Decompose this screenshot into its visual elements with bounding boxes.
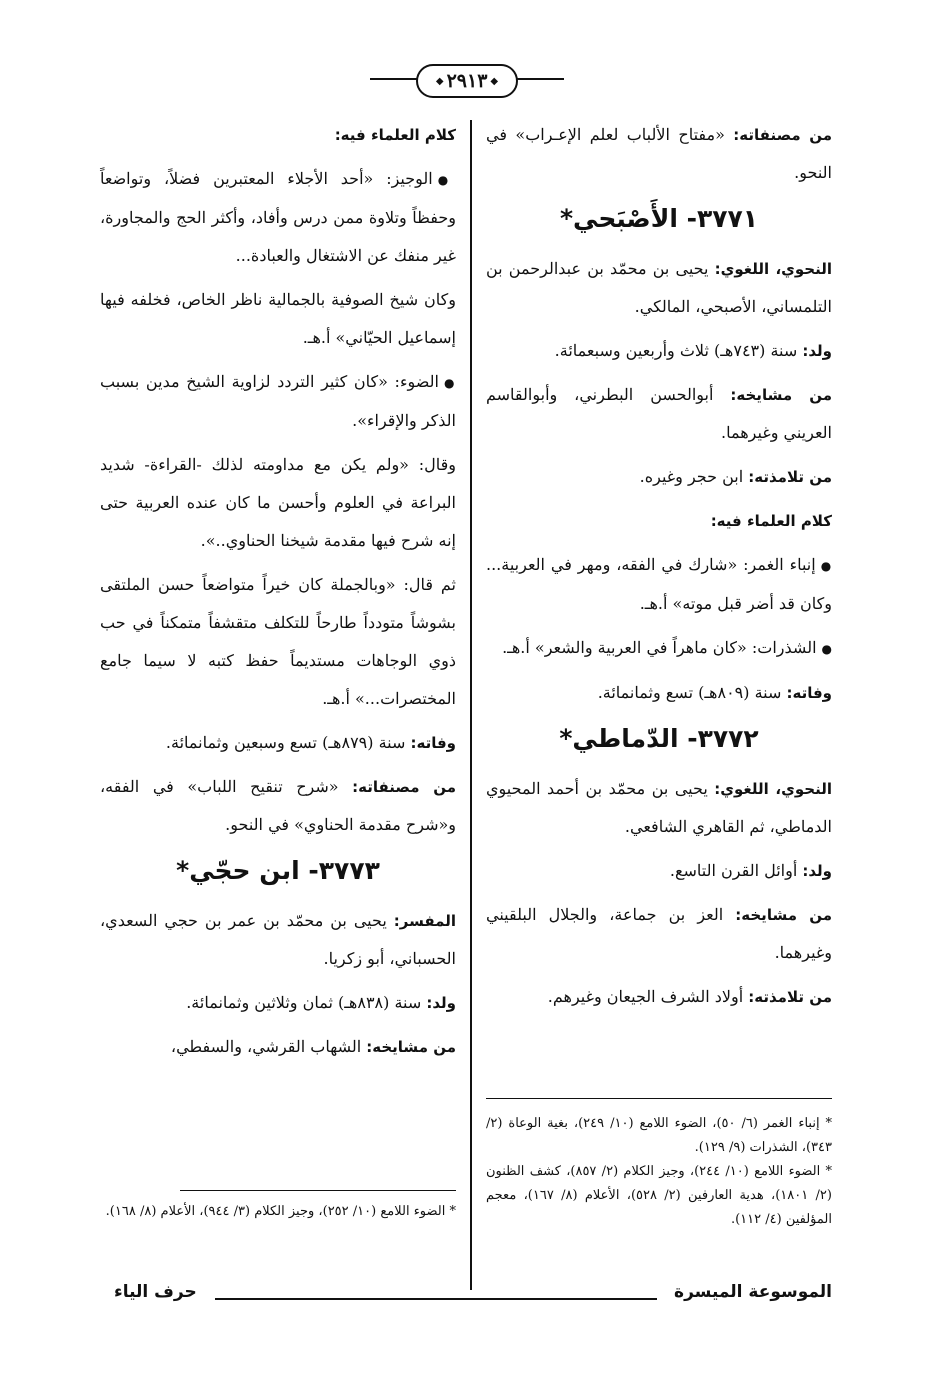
label: من مصنفاته: (733, 126, 832, 144)
entry-title-text: ٣٧٧١- الأَصْبَحي (573, 204, 759, 233)
section-heading: كلام العلماء فيه: (334, 126, 456, 144)
label: ولد: (426, 994, 456, 1012)
label: النحوي، اللغوي: (714, 260, 832, 278)
page-number: ٢٩١٣ (446, 70, 488, 92)
right-footnotes (486, 1112, 832, 1232)
section-heading: كلام العلماء فيه: (710, 512, 832, 530)
entry-death (486, 674, 832, 712)
entry-students (486, 458, 832, 496)
bullet-icon: ● (443, 376, 456, 390)
text: أولاد الشرف الجيعان وغيرهم. (547, 987, 749, 1006)
footer-section-title: حرف الياء (114, 1282, 197, 1302)
text: أوائل القرن التاسع. (669, 861, 803, 880)
entry-born (486, 852, 832, 890)
header-rule-left (370, 78, 418, 80)
entry-born (100, 984, 456, 1022)
page-footer (0, 1282, 932, 1312)
quote (486, 629, 832, 668)
text: الشهاب القرشي، والسفطي، (170, 1037, 367, 1056)
left-column (100, 116, 456, 1072)
label: وفاته: (410, 734, 456, 752)
page-header (0, 64, 932, 104)
text: ابن حجر وغيره. (639, 467, 749, 486)
text: يحيى بن محمّد بن أحمد المحيوي الدماطي، ثم القاهري الشافعي. (486, 779, 832, 836)
entry-works (100, 768, 456, 844)
entry-shuyukh (486, 376, 832, 452)
footnote-marker: * (559, 724, 573, 753)
entry-students (486, 978, 832, 1016)
text: العز بن جماعة، والجلال البلقيني وغيرهما. (486, 905, 832, 962)
bullet-icon: ● (437, 173, 456, 187)
label: من تلامذته: (748, 468, 832, 486)
text: سنة (٨٧٩هـ) تسع وسبعين وثمانمائة. (165, 733, 411, 752)
bullet-icon: ● (821, 642, 832, 656)
ornament-dot-icon: ◆ (435, 76, 444, 87)
text: يحيى بن محمّد بن عمر بن حجي السعدي، الحسباني، أبو زكريا. (100, 911, 456, 968)
text: «شرح تنقيح اللباب» في الفقه، و«شرح مقدمة الحناوي» في النحو. (100, 777, 456, 834)
header-rule-right (516, 78, 564, 80)
label: من مشايخه: (735, 906, 833, 924)
paragraph: وقال: «ولم يكن مع مداومته لذلك -القراءة- شديد البراعة في العلوم وأحسن ما كان عنده العربية حتى إنه شرح فيها مقدمة شيخنا الحناوي..». (100, 455, 456, 550)
quote (486, 546, 832, 623)
entry-title (100, 850, 456, 892)
text: الشذرات: «كان ماهراً في العربية والشعر» أ.هـ. (502, 638, 817, 657)
text: «مفتاح الألباب لعلم الإعـراب» في النحو. (486, 125, 832, 182)
paragraph: وكان شيخ الصوفية بالجمالية ناظر الخاص، فخلفه فيها إسماعيل الحيّاني» أ.هـ. (100, 290, 456, 347)
page-number-badge (416, 64, 518, 98)
footnote: * الضوء اللامع (١٠/ ٢٤٤)، وجيز الكلام (٢/ ٨٥٧)، كشف الظنون (٢/ ١٨٠١)، هدية العارفين (٢/ ٥٢٨)، الأعلام (٨/ ١٦٧)، معجم المؤلفين (٤/ ١١٢). (486, 1164, 833, 1227)
text: أبوالحسن البطرني، وأبوالقاسم العريني وغيرهما. (486, 385, 832, 442)
quote (100, 363, 456, 440)
bullet-icon: ● (820, 559, 832, 573)
entry-name (486, 770, 832, 846)
left-footnotes (100, 1200, 456, 1224)
quote (100, 160, 456, 275)
text: سنة (٧٤٣هـ) ثلاث وأربعين وسبعمائة. (554, 341, 803, 360)
label: النحوي، اللغوي: (714, 780, 832, 798)
ornament-dot-icon: ◆ (490, 76, 499, 87)
label: من مشايخه: (366, 1038, 456, 1056)
entry-name (100, 902, 456, 978)
text: الضوء: «كان كثير التردد لزاوية الشيخ مدين بسبب الذكر والإقراء». (100, 372, 456, 430)
footnote: * إنباء الغمر (٦/ ٥٠)، الضوء اللامع (١٠/ ٢٤٩)، بغية الوعاة (٢/ ٣٤٣)، الشذرات (٩/ ١٢٩). (486, 1116, 833, 1155)
label: وفاته: (786, 684, 832, 702)
text: الوجيز: «أحد الأجلاء المعتبرين فضلاً، وتواضعاً وحفظاً وتلاوة ممن درس وأفاد، وأكثر الحج والمجاورة، غير منفك عن الاشتغال والعبادة... (100, 169, 456, 265)
entry-title (486, 718, 832, 760)
label: ولد: (802, 342, 832, 360)
entry-title-text: ٣٧٧٣- ابن حجّي (189, 856, 380, 885)
entry-born (486, 332, 832, 370)
entry-title (486, 198, 832, 240)
label: من تلامذته: (748, 988, 832, 1006)
label: المفسر: (393, 912, 456, 930)
column-divider (470, 120, 472, 1290)
entry-shuyukh (486, 896, 832, 972)
works-line (486, 116, 832, 192)
text: إنباء الغمر: «شارك في الفقه، ومهر في العربية... وكان قد أضر قبل موته» أ.هـ. (486, 555, 832, 613)
text: يحيى بن محمّد بن عبدالرحمن بن التلمساني، الأصبحي، المالكي. (486, 259, 832, 316)
label: ولد: (802, 862, 832, 880)
entry-name (486, 250, 832, 326)
footnote-rule (486, 1098, 832, 1099)
entry-death (100, 724, 456, 762)
right-column (486, 116, 832, 1022)
footer-book-title: الموسوعة الميسرة (674, 1282, 832, 1302)
entry-title-text: ٣٧٧٢- الدّماطي (572, 724, 759, 753)
label: من مشايخه: (730, 386, 832, 404)
text: سنة (٨٠٩هـ) تسع وثمانمائة. (597, 683, 787, 702)
footnote-marker: * (559, 204, 574, 233)
footer-rule (215, 1298, 657, 1300)
paragraph: ثم قال: «وبالجملة كان خيراً متواضعاً حسن الملتقى بشوشاً متودداً طارحاً للتكلف متقشفاً متمكناً في حب ذوي الوجاهات مستديماً حفظ كتبه لا سيما جامع المختصرات...» أ.هـ. (100, 575, 456, 708)
label: من مصنفاته: (352, 778, 456, 796)
entry-shuyukh (100, 1028, 456, 1066)
footnote: * الضوء اللامع (١٠/ ٢٥٢)، وجيز الكلام (٣/ ٩٤٤)، الأعلام (٨/ ١٦٨). (105, 1204, 456, 1219)
text: سنة (٨٣٨هـ) ثمان وثلاثين وثمانمائة. (186, 993, 427, 1012)
footnote-rule (180, 1190, 456, 1191)
footnote-marker: * (176, 856, 190, 885)
